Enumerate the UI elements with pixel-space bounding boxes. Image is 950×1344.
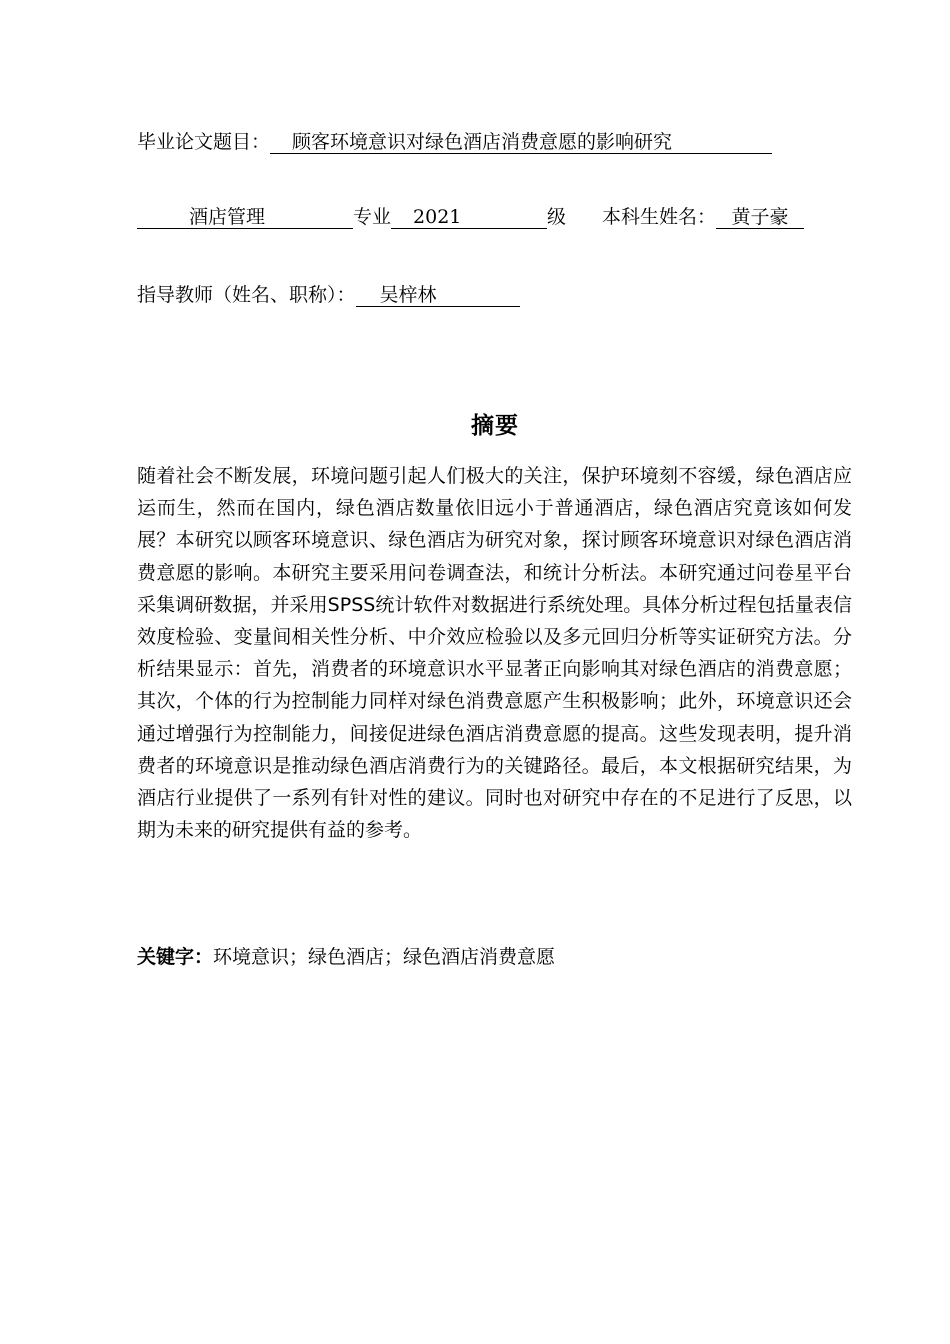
student-name-label: 本科生姓名： [602,206,717,228]
major-value: 酒店管理 [137,206,353,229]
thesis-title-line [137,130,850,154]
keywords-value: 环境意识；绿色酒店；绿色酒店消费意愿 [213,946,556,968]
keywords-line [137,942,852,972]
thesis-title-label: 毕业论文题目： [137,131,271,153]
keywords-label: 关键字： [137,946,214,968]
year-label: 级 [547,206,567,228]
student-name-value: 黄子豪 [716,206,804,229]
student-info-line [137,205,850,229]
thesis-title-value: 顾客环境意识对绿色酒店消费意愿的影响研究 [270,131,772,154]
advisor-name-value: 吴梓林 [356,284,520,307]
abstract-title: 摘要 [471,413,519,439]
advisor-line [137,283,850,307]
advisor-label: 指导教师（姓名、职称）： [137,284,356,306]
abstract-body: 随着社会不断发展，环境问题引起人们极大的关注，保护环境刻不容缓，绿色酒店应运而生，然而在国内，绿色酒店数量依旧远小于普通酒店，绿色酒店究竟该如何发展？本研究以顾客环境意识、绿色酒店为研究对象，探讨顾客环境意识对绿色酒店消费意愿的影响。本研究主要采用问卷调查法，和统计分析法。本研究通过问卷星平台采集调研数据，并采用SPSS统计软件对数据进行系统处理。具体分析过程包括量表信效度检验、变量间相关性分析、中介效应检验以及多元回归分析等实证研究方法。分析结果显示：首先，消费者的环境意识水平显著正向影响其对绿色酒店的消费意愿；其次，个体的行为控制能力同样对绿色消费意愿产生积极影响；此外，环境意识还会通过增强行为控制能力，间接促进绿色酒店消费意愿的提高。这些发现表明，提升消费者的环境意识是推动绿色酒店消费行为的关键路径。最后，本文根据研究结果，为酒店行业提供了一系列有针对性的建议。同时也对研究中存在的不足进行了反思，以期为未来的研究提供有益的参考。 [137,465,852,842]
major-label: 专业 [353,206,392,228]
year-value: 2021 [391,206,547,229]
